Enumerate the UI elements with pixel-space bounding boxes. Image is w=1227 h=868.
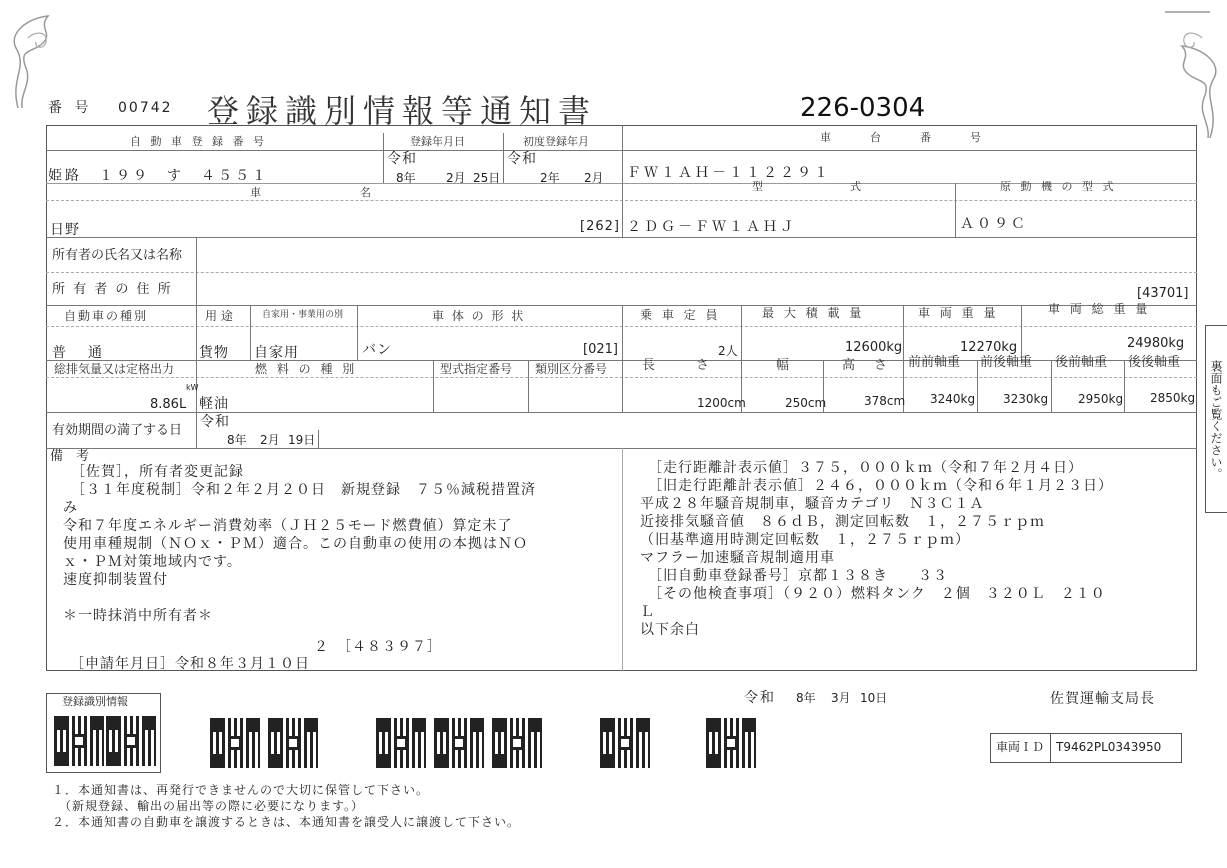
- vehicle-weight-label: 車 両 重 量: [918, 306, 999, 320]
- gross-weight-label: 車 両 総 重 量: [1048, 302, 1151, 316]
- front-front-axle-value: 3240kg: [930, 392, 976, 406]
- remark-line: （旧基準適用時測定回転数 １，２７５ｒｐｍ）: [640, 532, 970, 548]
- height-label: 高 さ: [842, 358, 891, 373]
- remark-line: 以下余白: [640, 622, 700, 638]
- fuel-type-label: 燃 料 の 種 別: [255, 362, 358, 376]
- owner-address-code: [43701]: [1137, 286, 1189, 301]
- issuer: 佐賀運輸支局長: [1050, 691, 1155, 707]
- body-shape-code: [021]: [583, 342, 618, 357]
- use-value: 貨物: [199, 345, 229, 361]
- displacement-label: 総排気量又は定格出力: [54, 362, 175, 376]
- remark-line: ［旧走行距離計表示値］２４６，０００ｋｍ（令和６年１月２３日）: [648, 478, 1113, 494]
- footer-line: １．本通知書は、再発行できませんので大切に保管して下さい。: [52, 783, 430, 797]
- vehicle-id-label: 車両ＩＤ: [996, 740, 1045, 754]
- validity-day: 19日: [288, 433, 316, 447]
- owner-address-label: 所 有 者 の 住 所: [52, 282, 173, 297]
- displacement-unit: kW: [186, 383, 199, 392]
- fuel-type-value: 軽油: [199, 396, 229, 412]
- validity-month: 2月: [260, 433, 280, 447]
- remark-line: み: [63, 500, 78, 516]
- width-label: 幅: [776, 358, 790, 373]
- validity-label: 有効期間の満了する日: [52, 423, 183, 438]
- issue-month: 3月: [831, 691, 851, 705]
- rear-rear-axle-label: 後後軸重: [1128, 355, 1181, 370]
- application-date: ［申請年月日］令和８年３月１０日: [70, 656, 310, 672]
- issue-day: 10日: [860, 691, 888, 705]
- category-number-label: 類別区分番号: [535, 362, 608, 376]
- height-value: 378cm: [864, 394, 906, 408]
- remark-line: ［その他検査事項］（９２０）燃料タンク ２個 ３２０Ｌ ２１０: [648, 586, 1106, 602]
- car-name-value: 日野: [50, 222, 80, 238]
- remark-line: ｘ・ＰＭ対策地域内です。: [63, 554, 242, 570]
- reg-month: 2月: [446, 171, 466, 185]
- reg-no-label: 自 動 車 登 録 番 号: [130, 135, 267, 148]
- remark-line: 平成２８年騒音規制車，騒音カテゴリ Ｎ３Ｃ１Ａ: [640, 496, 985, 512]
- rear-rear-axle-value: 2850kg: [1150, 391, 1196, 405]
- qr-code: [600, 718, 650, 768]
- rear-front-axle-value: 2950kg: [1078, 392, 1124, 406]
- front-rear-axle-value: 3230kg: [1003, 392, 1049, 406]
- qr-code: [706, 718, 756, 768]
- number-label: 番 号: [48, 100, 93, 116]
- rear-front-axle-label: 後前軸重: [1055, 355, 1108, 370]
- model-value: ２ＤＧ－ＦＷ１ＡＨＪ: [627, 219, 797, 235]
- remark-line: ［走行距離計表示値］３７５，０００ｋｍ（令和７年２月４日）: [648, 460, 1083, 476]
- first-reg-label: 初度登録年月: [523, 135, 589, 148]
- type-designation-label: 型式指定番号: [440, 362, 513, 376]
- engine-model-value: Ａ０９Ｃ: [960, 216, 1028, 232]
- body-shape-value: バン: [362, 342, 392, 358]
- qr-code: [376, 718, 426, 768]
- page-info: ２ ［４８３９７］: [314, 639, 442, 655]
- validity-year: 8年: [227, 433, 247, 447]
- front-front-axle-label: 前前軸重: [908, 355, 961, 370]
- qr-box-label: 登録識別情報: [62, 695, 128, 708]
- side-note-text: 裏面もご覧ください。: [1209, 360, 1223, 480]
- remark-line: [63, 589, 536, 607]
- body-shape-label: 車 体 の 形 状: [432, 309, 526, 323]
- vehicle-weight-value: 12270kg: [960, 340, 1018, 355]
- max-load-value: 12600kg: [845, 340, 903, 355]
- footer-notes: [52, 782, 520, 830]
- remark-line: ＊一時抹消中所有者＊: [63, 608, 213, 624]
- remark-line: 令和７年度エネルギー消費効率（ＪＨ２５モード燃費値）算定未了: [63, 518, 513, 534]
- displacement-value: 8.86L: [150, 397, 187, 412]
- first-reg-era: 令和: [507, 151, 537, 167]
- document-code: 226-0304: [800, 93, 926, 123]
- document-title: 登録識別情報等通知書: [207, 92, 598, 130]
- capacity-value: 2人: [718, 344, 738, 358]
- qr-code: [268, 718, 318, 768]
- reg-year: 8年: [396, 171, 416, 185]
- issue-era: 令和: [744, 690, 776, 706]
- footer-line: ２．本通知書の自動車を譲渡するときは、本通知書を譲受人に譲渡して下さい。: [52, 815, 521, 829]
- private-value: 自家用: [254, 345, 299, 361]
- car-name-label: 車 名: [250, 186, 371, 199]
- remark-line: ［佐賀］，所有者変更記録: [71, 464, 244, 480]
- vehicle-kind-label: 自動車の種別: [64, 309, 149, 323]
- width-value: 250cm: [785, 396, 827, 410]
- engine-model-label: 原 動 機 の 型 式: [1000, 180, 1117, 193]
- issue-year: 8年: [796, 691, 816, 705]
- remarks-left: [63, 463, 536, 625]
- qr-code: [54, 716, 104, 766]
- owner-name-label: 所有者の氏名又は名称: [52, 248, 183, 263]
- first-reg-year: 2年: [540, 171, 560, 185]
- length-label: 長 さ: [642, 358, 715, 373]
- chassis-label: 車 台 番 号: [820, 131, 995, 144]
- reg-day: 25日: [473, 171, 501, 185]
- first-reg-month: 2月: [584, 171, 604, 185]
- qr-code: [210, 718, 260, 768]
- qr-code: [106, 716, 156, 766]
- qr-code: [492, 718, 542, 768]
- remark-line: Ｌ: [640, 604, 655, 620]
- vehicle-id-value: T9462PL0343950: [1056, 740, 1162, 754]
- chassis-value: ＦＷ１ＡＨ－１１２２９１: [627, 165, 831, 181]
- remarks-label: 備 考: [50, 449, 90, 464]
- remark-line: 近接排気騒音値 ８６ｄＢ，測定回転数 １，２７５ｒｐｍ: [640, 514, 1045, 530]
- remark-line: 使用車種規制（ＮＯｘ・ＰＭ）適合。この自動車の使用の本拠はＮＯ: [63, 536, 528, 552]
- qr-code: [434, 718, 484, 768]
- vehicle-kind-value: 普 通: [52, 345, 106, 361]
- footer-line: （新規登録、輸出の届出等の際に必要になります。）: [52, 799, 365, 813]
- capacity-label: 乗 車 定 員: [640, 308, 721, 322]
- remark-line: マフラー加速騒音規制適用車: [640, 550, 835, 566]
- remark-line: ［３１年度税制］令和２年２月２０日 新規登録 ７５％減税措置済: [71, 482, 536, 498]
- private-commercial-label: 自家用・事業用の別: [262, 310, 344, 320]
- remark-line: 速度抑制装置付: [63, 572, 168, 588]
- front-rear-axle-label: 前後軸重: [980, 355, 1033, 370]
- remarks-right: [640, 459, 1113, 639]
- length-value: 1200cm: [697, 396, 746, 410]
- reg-no-value: 姫路 １９９ す ４５５１: [48, 168, 269, 184]
- validity-era: 令和: [200, 414, 230, 430]
- gross-weight-value: 24980kg: [1127, 336, 1185, 351]
- remark-line: ［旧自動車登録番号］京都１３８き ３３: [648, 568, 948, 584]
- max-load-label: 最 大 積 載 量: [762, 306, 865, 320]
- reg-date-label: 登録年月日: [410, 135, 465, 148]
- reg-era: 令和: [387, 151, 417, 167]
- use-label: 用 途: [205, 309, 233, 323]
- number-value: 00742: [118, 100, 173, 116]
- car-name-code: [262]: [580, 219, 620, 234]
- model-label: 型 式: [752, 180, 864, 193]
